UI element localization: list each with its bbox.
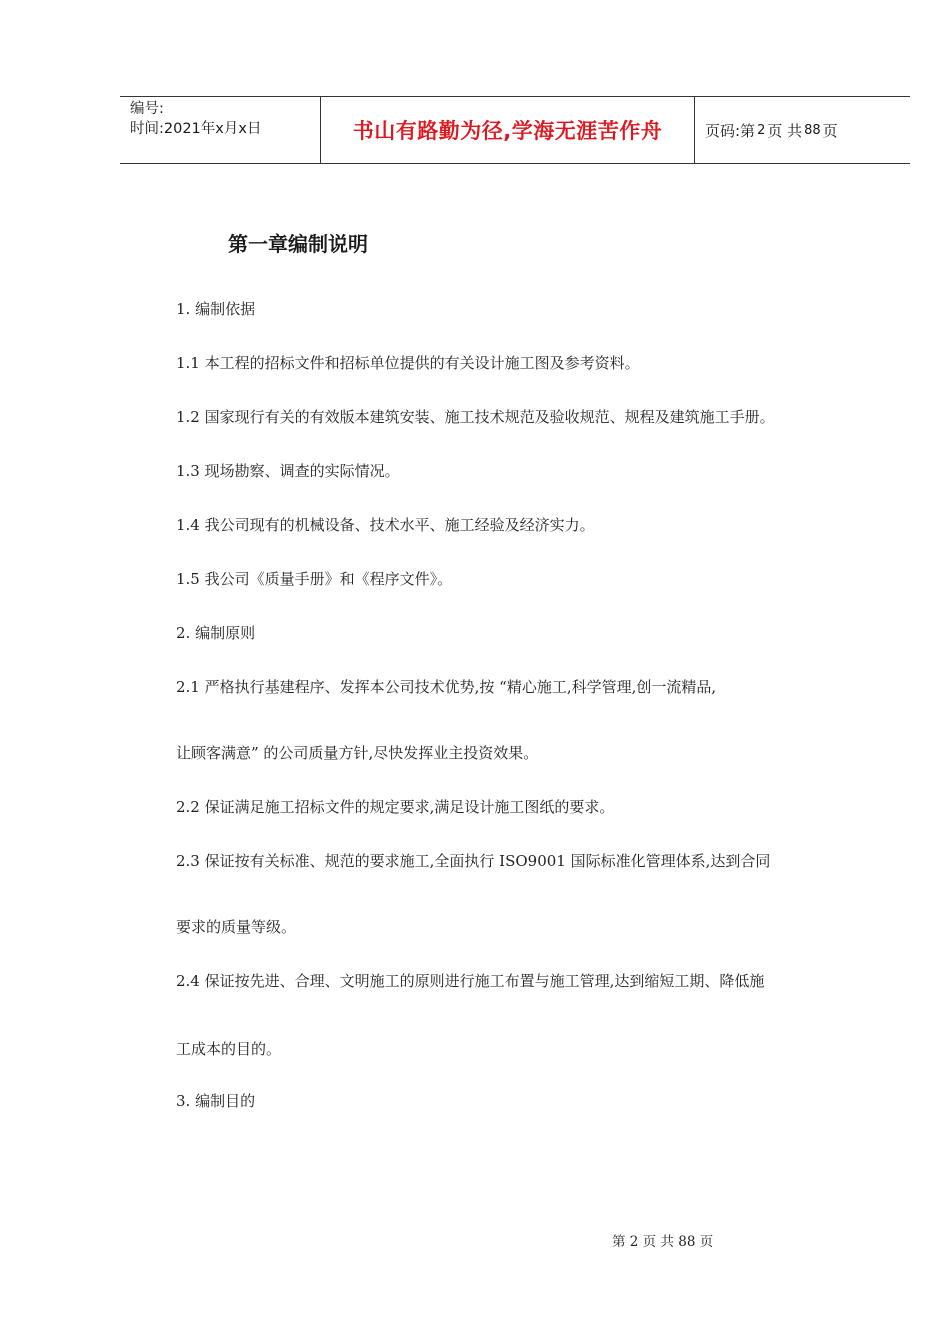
time-label: 时间:2021年x月x日 bbox=[130, 121, 262, 137]
page-prefix: 页码:第 bbox=[705, 121, 756, 140]
footer-page-number: 第 2 页 共 88 页 bbox=[612, 1234, 714, 1250]
serial-label: 编号: bbox=[130, 101, 164, 117]
paragraph: 1.3 现场勘察、调查的实际情况。 bbox=[176, 462, 400, 480]
paragraph: 1.1 本工程的招标文件和招标单位提供的有关设计施工图及参考资料。 bbox=[176, 354, 640, 372]
page-current: 2 bbox=[757, 122, 766, 138]
paragraph: 1.4 我公司现有的机械设备、技术水平、施工经验及经济实力。 bbox=[176, 516, 595, 534]
chapter-title: 第一章编制说明 bbox=[228, 232, 368, 256]
page-mid: 页 共 bbox=[767, 121, 803, 140]
paragraph-continuation: 让顾客满意” 的公司质量方针,尽快发挥业主投资效果。 bbox=[176, 744, 539, 762]
paragraph-continuation: 工成本的目的。 bbox=[176, 1040, 282, 1058]
paragraph: 2.1 严格执行基建程序、发挥本公司技术优势,按 “精心施工,科学管理,创一流精品, bbox=[176, 678, 717, 696]
paragraph: 2.2 保证满足施工招标文件的规定要求,满足设计施工图纸的要求。 bbox=[176, 798, 615, 816]
section-heading: 3. 编制目的 bbox=[176, 1092, 256, 1110]
document-header bbox=[120, 96, 910, 164]
paragraph: 2.3 保证按有关标准、规范的要求施工,全面执行 ISO9001 国际标准化管理体系,达到合同 bbox=[176, 852, 771, 870]
paragraph: 1.5 我公司《质量手册》和《程序文件》。 bbox=[176, 570, 453, 588]
header-page-cell bbox=[695, 97, 910, 163]
paragraph-continuation: 要求的质量等级。 bbox=[176, 918, 297, 936]
paragraph: 2.4 保证按先进、合理、文明施工的原则进行施工布置与施工管理,达到缩短工期、降低施 bbox=[176, 972, 765, 990]
page-total: 88 bbox=[804, 122, 821, 138]
section-heading: 1. 编制依据 bbox=[176, 300, 256, 318]
page-suffix: 页 bbox=[822, 121, 838, 140]
paragraph: 1.2 国家现行有关的有效版本建筑安装、施工技术规范及验收规范、规程及建筑施工手册。 bbox=[176, 408, 775, 426]
header-motto-cell bbox=[321, 97, 695, 163]
header-meta-cell bbox=[120, 97, 321, 163]
motto-text: 书山有路勤为径,学海无涯苦作舟 bbox=[352, 119, 663, 143]
section-heading: 2. 编制原则 bbox=[176, 624, 256, 642]
